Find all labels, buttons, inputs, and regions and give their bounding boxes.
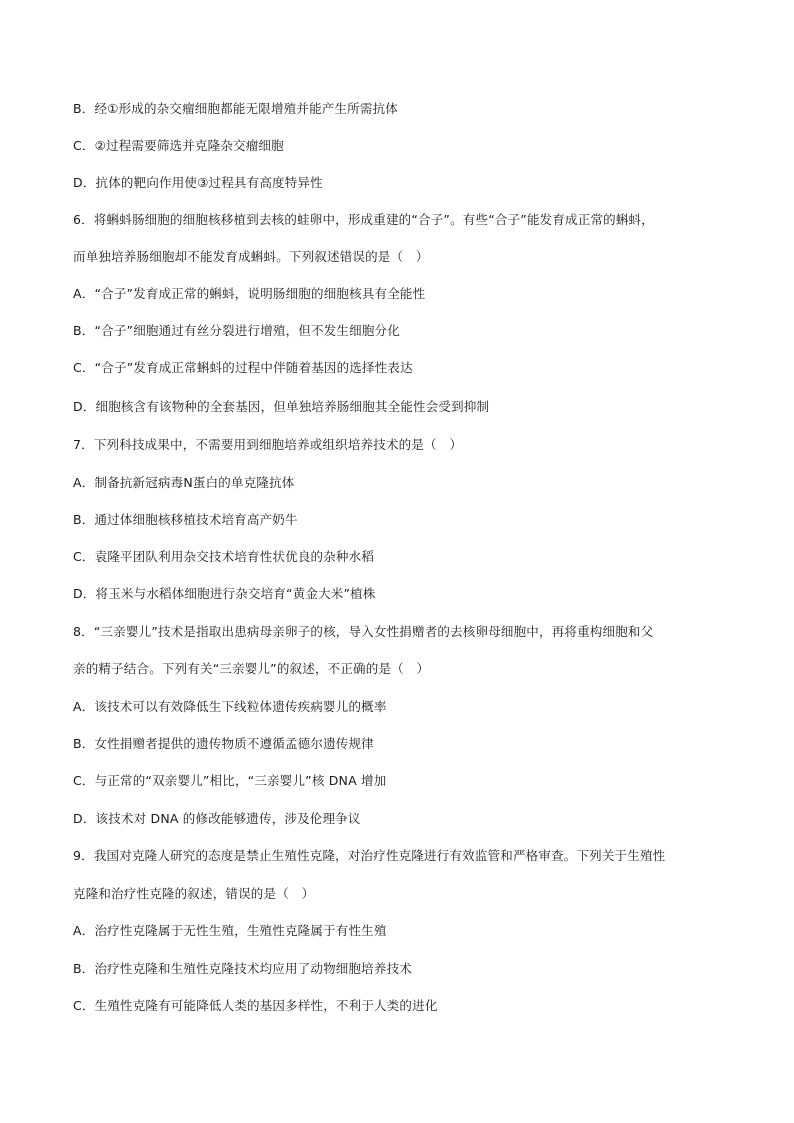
q6-option-b: B．“合子”细胞通过有丝分裂进行增殖，但不发生细胞分化 xyxy=(73,323,400,338)
q6-option-d: D．细胞核含有该物种的全套基因，但单独培养肠细胞其全能性会受到抑制 xyxy=(73,399,490,414)
q9-option-c: C．生殖性克隆有可能降低人类的基因多样性，不利于人类的进化 xyxy=(73,998,438,1013)
q9-stem-line-2: 克隆和治疗性克隆的叙述，错误的是（ ） xyxy=(73,886,315,901)
q7-stem: 7．下列科技成果中，不需要用到细胞培养或组织培养技术的是（ ） xyxy=(73,437,463,452)
q7-option-c: C．袁隆平团队利用杂交技术培育性状优良的杂种水稻 xyxy=(73,549,375,564)
q8-stem-line-1: 8．“三亲婴儿”技术是指取出患病母亲卵子的核，导入女性捐赠者的去核卵母细胞中，再将重构细胞和父 xyxy=(73,624,654,639)
q7-option-b: B．通过体细胞核移植技术培育高产奶牛 xyxy=(73,512,298,527)
q5-option-d: D．抗体的靶向作用使③过程具有高度特异性 xyxy=(73,175,323,190)
q5-option-b: B．经①形成的杂交瘤细胞都能无限增殖并能产生所需抗体 xyxy=(73,101,398,116)
q5-option-c: C．②过程需要筛选并克隆杂交瘤细胞 xyxy=(73,138,284,153)
q8-option-b: B．女性捐赠者提供的遗传物质不遵循孟德尔遗传规律 xyxy=(73,736,374,751)
q6-option-a: A．“合子”发育成正常的蝌蚪，说明肠细胞的细胞核具有全能性 xyxy=(73,286,426,301)
q6-stem-line-2: 而单独培养肠细胞却不能发育成蝌蚪。下列叙述错误的是（ ） xyxy=(73,249,429,264)
q9-option-b: B．治疗性克隆和生殖性克隆技术均应用了动物细胞培养技术 xyxy=(73,961,412,976)
q9-option-a: A．治疗性克隆属于无性生殖，生殖性克隆属于有性生殖 xyxy=(73,923,387,938)
q7-option-d: D．将玉米与水稻体细胞进行杂交培育“黄金大米”植株 xyxy=(73,586,376,601)
q9-stem-line-1: 9．我国对克隆人研究的态度是禁止生殖性克隆，对治疗性克隆进行有效监管和严格审查。下列关于生殖性 xyxy=(73,848,666,863)
q7-option-a: A．制备抗新冠病毒N蛋白的单克隆抗体 xyxy=(73,475,295,490)
q8-stem-line-2: 亲的精子结合。下列有关“三亲婴儿”的叙述，不正确的是（ ） xyxy=(73,661,430,676)
q6-stem-line-1: 6．将蝌蚪肠细胞的细胞核移植到去核的蛙卵中，形成重建的“合子”。有些“合子”能发育成正常的蝌蚪， xyxy=(73,212,654,227)
q8-option-a: A．该技术可以有效降低生下线粒体遗传疾病婴儿的概率 xyxy=(73,699,387,714)
q8-option-c: C．与正常的“双亲婴儿”相比，“三亲婴儿”核 DNA 增加 xyxy=(73,773,387,788)
q8-option-d: D．该技术对 DNA 的修改能够遗传，涉及伦理争议 xyxy=(73,811,361,826)
q6-option-c: C．“合子”发育成正常蝌蚪的过程中伴随着基因的选择性表达 xyxy=(73,360,413,375)
